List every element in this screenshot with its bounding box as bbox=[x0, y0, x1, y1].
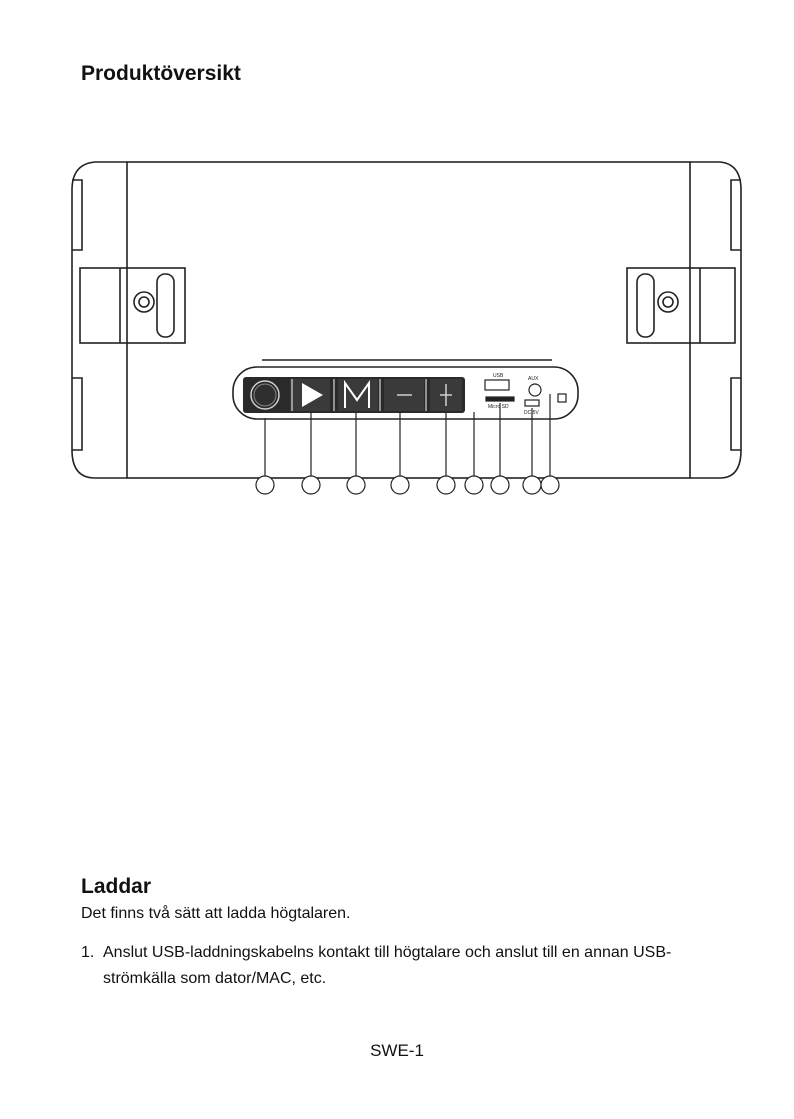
callout-circle bbox=[391, 476, 409, 494]
indicator-led bbox=[558, 394, 566, 402]
right-strap-mount bbox=[627, 268, 735, 343]
page-number: SWE-1 bbox=[370, 1041, 424, 1060]
callout-circle bbox=[347, 476, 365, 494]
charging-intro: Det finns två sätt att ladda högtalaren. bbox=[81, 905, 351, 922]
aux-port bbox=[529, 384, 541, 396]
dc-label: DC 5V bbox=[524, 410, 539, 416]
dc-port bbox=[525, 400, 539, 406]
callout-circle bbox=[465, 476, 483, 494]
speaker-body bbox=[127, 162, 690, 478]
callout-circle bbox=[491, 476, 509, 494]
step-text: Anslut USB-laddningskabelns kontakt till högtalare och anslut till en annan USB-strömkälla som dator/MAC, etc. bbox=[103, 944, 672, 987]
step-number: 1. bbox=[81, 944, 95, 961]
micro-sd-slot bbox=[486, 397, 514, 401]
callout-circle bbox=[437, 476, 455, 494]
charging-step bbox=[81, 940, 721, 992]
page-title: Produktöversikt bbox=[81, 62, 241, 85]
left-screw bbox=[134, 292, 154, 312]
usb-label: USB bbox=[493, 373, 504, 379]
callout-circle bbox=[302, 476, 320, 494]
callout-circle bbox=[541, 476, 559, 494]
usb-port bbox=[485, 380, 509, 390]
aux-label: AUX bbox=[528, 376, 539, 382]
left-strap-mount bbox=[80, 268, 185, 343]
callout-circle bbox=[523, 476, 541, 494]
callout-circle bbox=[256, 476, 274, 494]
charging-heading: Laddar bbox=[81, 875, 152, 898]
micro-sd-label: Micro SD bbox=[488, 404, 509, 410]
product-diagram bbox=[0, 150, 794, 510]
right-screw bbox=[658, 292, 678, 312]
right-end-cap bbox=[690, 162, 741, 478]
